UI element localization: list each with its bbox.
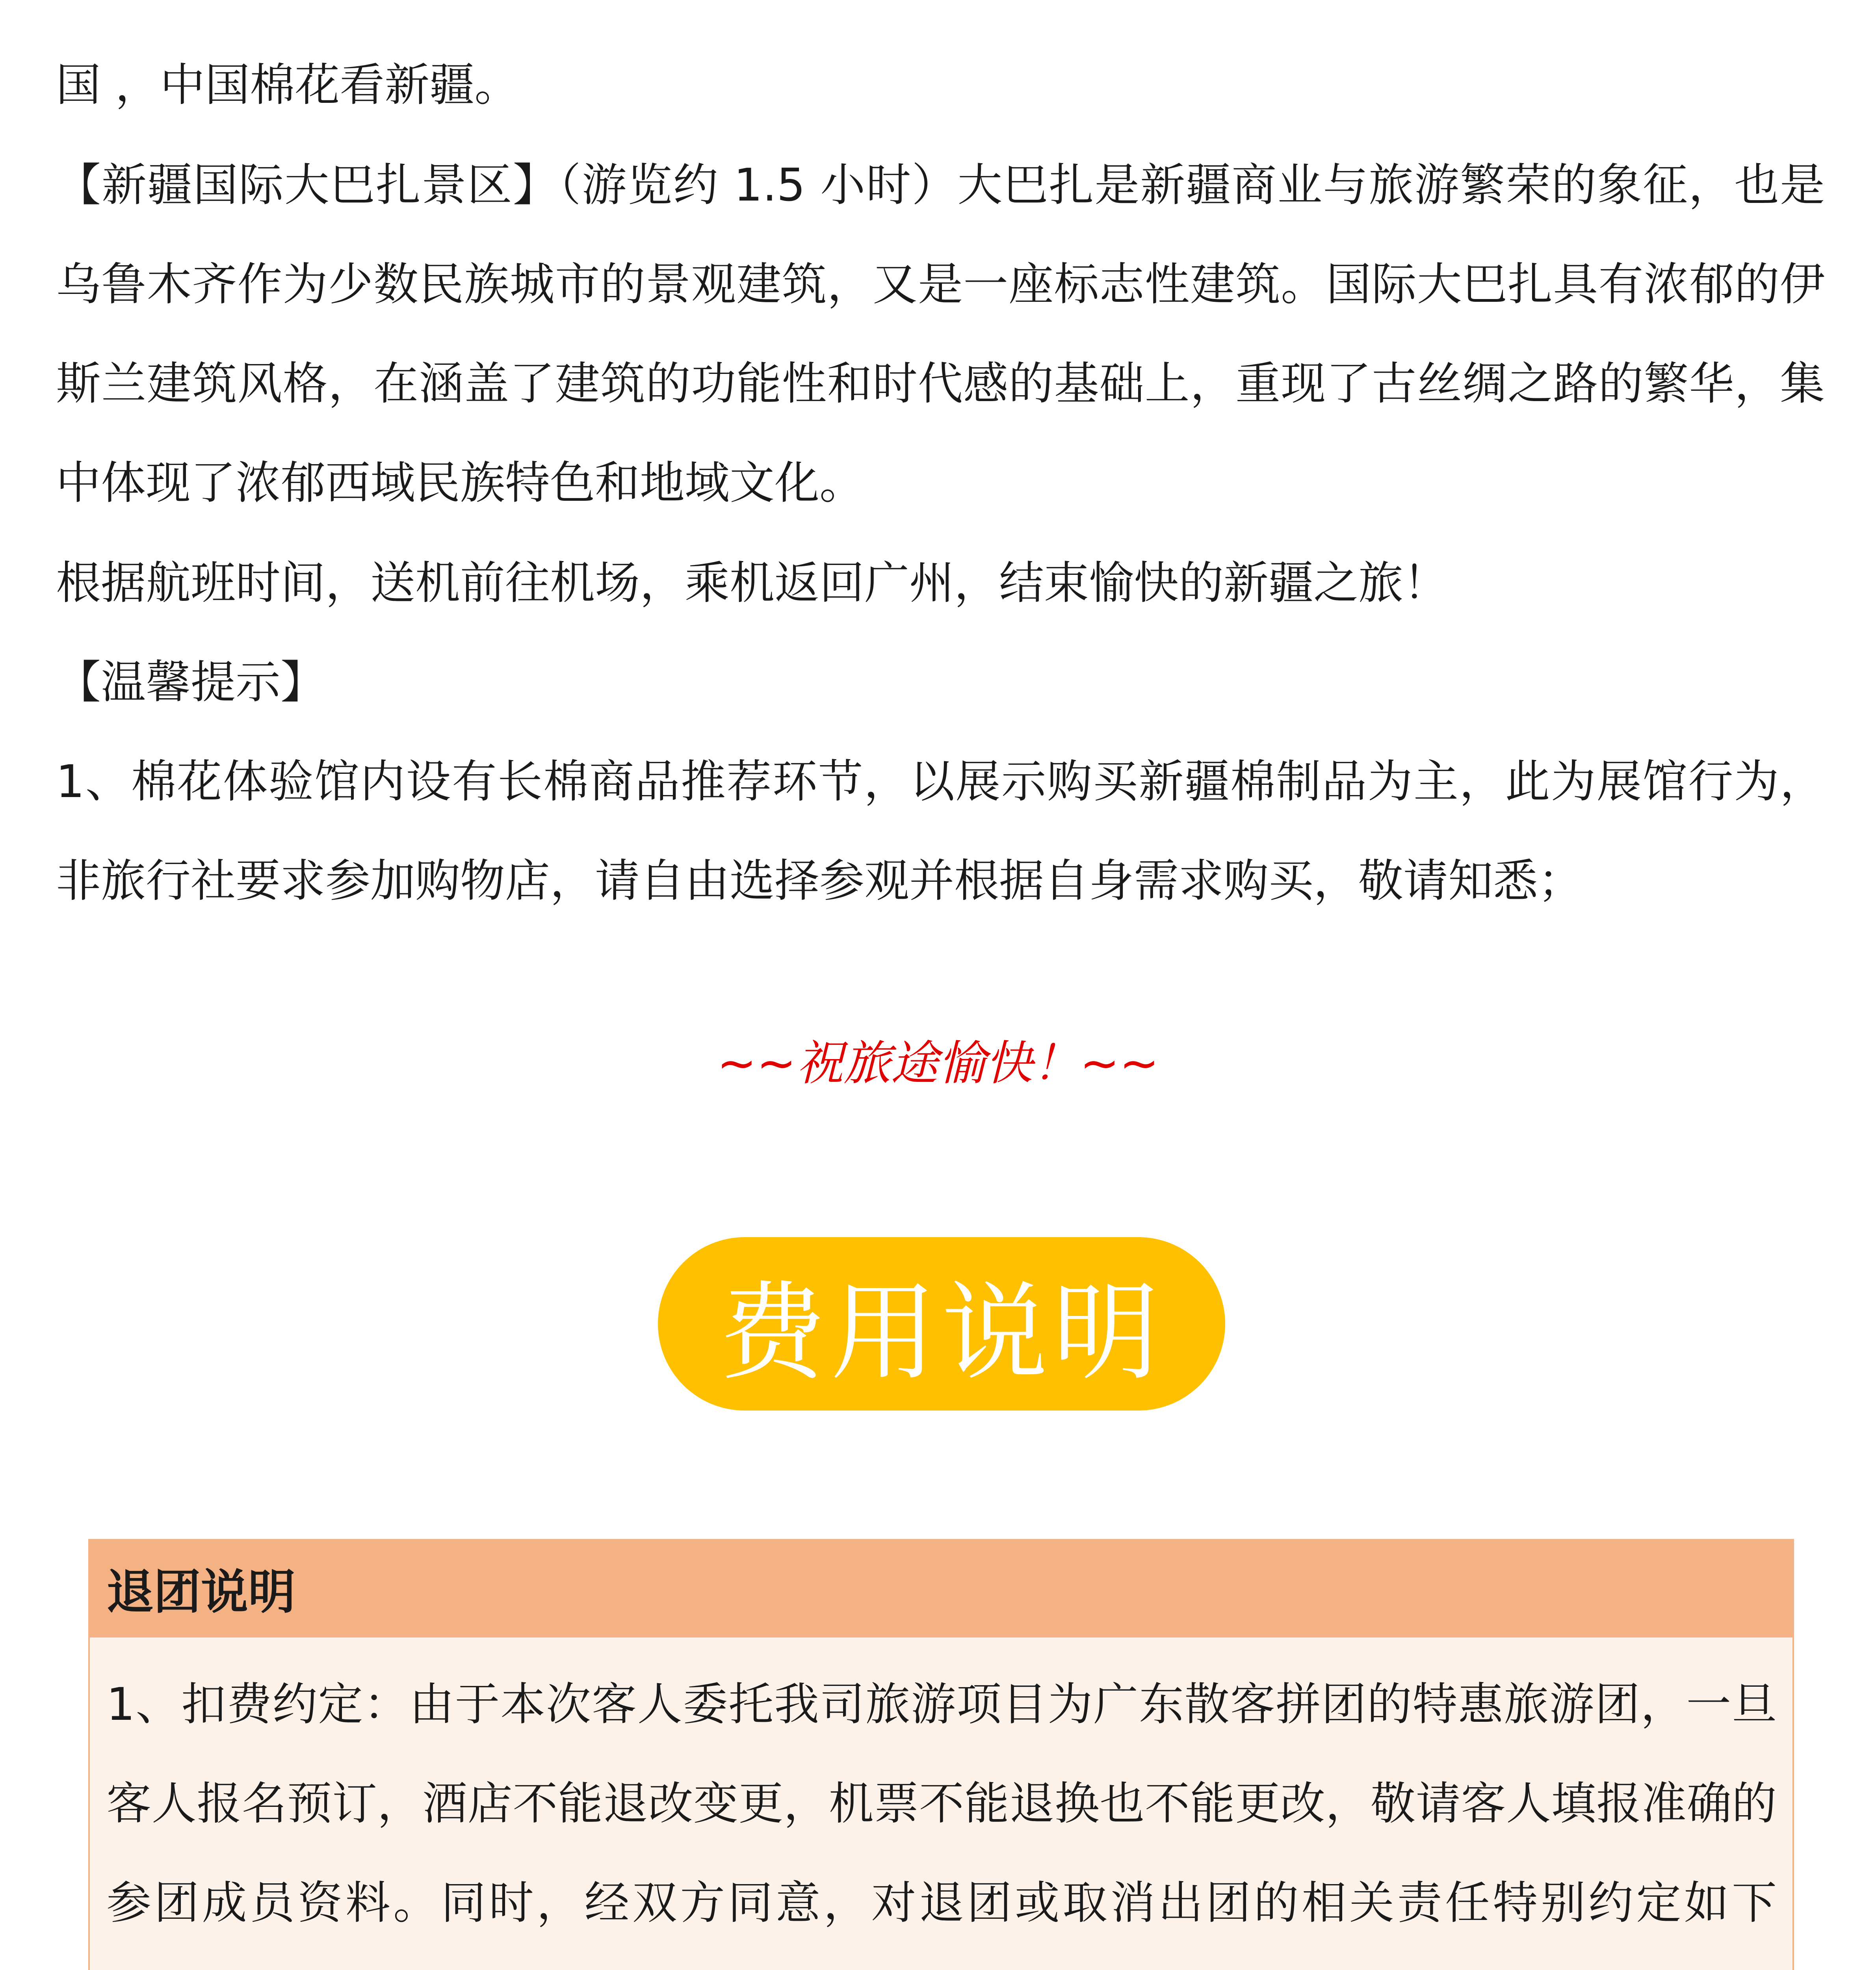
- paragraph-tip-1: 1、棉花体验馆内设有长棉商品推荐环节，以展示购买新疆棉制品为主，此为展馆行为，非旅行社要求参加购物店，请自由选择参观并根据自身需求购买，敬请知悉；: [56, 755, 1825, 907]
- fee-table: [88, 1539, 1794, 1970]
- refund-text: 1、扣费约定：由于本次客人委托我司旅游项目为广东散客拼团的特惠旅游团，一旦客人报名预订，酒店不能退改变更，机票不能退换也不能更改，敬请客人填报准确的参团成员资料。同时，经双方同意，对退团或取消出团的相关责任特别约定如下: [106, 1678, 1777, 1929]
- wish-text: ~~祝旅途愉快！~~: [717, 1036, 1159, 1091]
- paragraph-cotton: 国 ，中国棉花看新疆。: [56, 59, 520, 111]
- section-title-badge: [658, 1237, 1225, 1411]
- section-title: 费用说明: [719, 1271, 1164, 1395]
- paragraph-tips-heading: 【温馨提示】: [56, 656, 326, 708]
- paragraph-return-flight: 根据航班时间，送机前往机场，乘机返回广州，结束愉快的新疆之旅！: [56, 557, 1449, 609]
- refund-header: 退团说明: [90, 1541, 1792, 1637]
- paragraph-grand-bazaar: 【新疆国际大巴扎景区】（游览约 1.5 小时）大巴扎是新疆商业与旅游繁荣的象征，也是乌鲁木齐作为少数民族城市的景观建筑，又是一座标志性建筑。国际大巴扎具有浓郁的伊斯兰建筑风格，在涵盖了建筑的功能性和时代感的基础上，重现了古丝绸之路的繁华，集中体现了浓郁西域民族特色和地域文化。: [56, 159, 1825, 509]
